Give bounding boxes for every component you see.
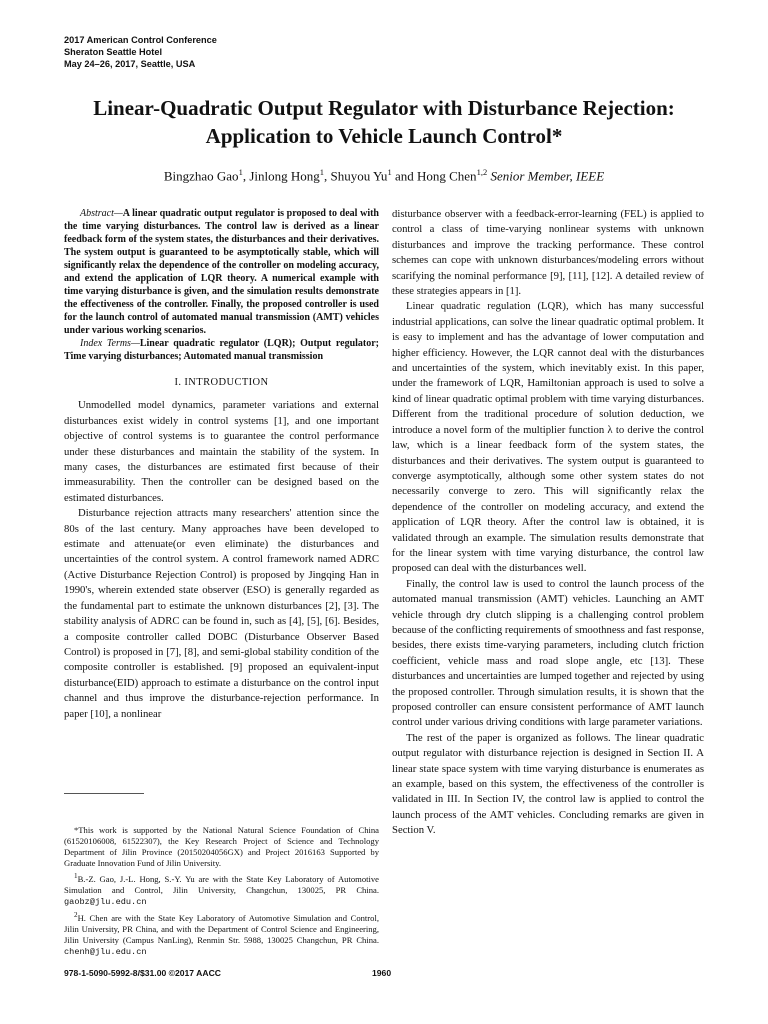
author-name: Jinlong Hong xyxy=(249,168,320,184)
conference-name: 2017 American Control Conference xyxy=(64,35,217,45)
body-paragraph: The rest of the paper is organized as follows. The linear quadratic output regulator with disturbance rejection is designed in Section II. A linear state space system with time varying disturbance is enumerates as an example, based on this system, the effectiveness of the controller is validated in III. In Section IV, the control law is applied to control the launch process of the AMT vehicles. Concluding remarks are given in Section V. xyxy=(392,731,704,837)
body-paragraph: Finally, the control law is used to control the launch process of the automated manual transmission (AMT) vehicles. Launching an AMT vehicle through dry clutch slipping is a challenging control problem because of the conflicting requirements of smoothness and fast response, besides, there exists time-varying parameters, including clutch friction coefficient, vehicle mass and road slope angle, etc [13]. These disturbances and uncertainties are lumped together and rejected by using the proposed controller. Through simulation results, it is shown that the proposed controller can ensure consistent performance of AMT launch control under various driving conditions with large parameter variations. xyxy=(392,577,704,729)
affiliation-footnote: $^1$B.-Z. Gao, J.-L. Hong, S.-Y. Yu are with the State Key Laboratory of Automotive Simulation and Control, Jilin University, Changchun, 130025, PR China. gaobz@jlu.edu.cn xyxy=(64,872,379,907)
author-name: Hong Chen xyxy=(416,168,477,184)
author-email: gaobz@jlu.edu.cn xyxy=(64,896,147,907)
author-name: Shuyou Yu xyxy=(330,168,388,184)
index-terms-label: Index Terms— xyxy=(80,338,140,349)
title-line-1: Linear-Quadratic Output Regulator with Disturbance Rejection: xyxy=(93,96,675,120)
isbn-copyright: 978-1-5090-5992-8/$31.00 ©2017 AACC xyxy=(64,968,221,978)
body-paragraph: Linear quadratic regulation (LQR), which has many successful industrial applications, can solve the linear quadratic optimal problem. It is easy to implement and has the advantage of lower computation and higher efficiency. However, the LQR cannot deal with the disturbances and uncertainties of the system, which inevitably exist. In this paper, under the framework of LQR, Hamiltonian approach is used to solve a kind of linear quadratic optimal problem with time varying disturbances. Different from the traditional procedure of solution deduction, we introduce a novel form of the multiplier function λ to derive the control law, which is a linear feedback form of the system states, the disturbances and their derivatives. The system output is guaranteed to converge asymptotically, although some other system states do not necessarily converge to zero. This will significantly relax the dependence of the controller on modeling accuracy, and extend the application of LQR theory. After the control law is obtained, it is validated through an example. The simulation results demonstrate that for the linear system with time varying disturbance, the control law proposed can deal with the disturbances well. xyxy=(392,300,704,575)
author-affiliation-mark: 1 xyxy=(238,167,243,177)
author-membership: Senior Member, IEEE xyxy=(490,168,605,184)
body-paragraph: Unmodelled model dynamics, parameter variations and external disturbances exist widely in control systems [1], and one important objective of control systems is to guarantee the control performance under these disturbances and maintain the stability of the system. In many cases, the disturbances are estimated first because of their immeasurability. Then the controller can be designed based on the estimated disturbances. xyxy=(64,399,379,504)
author-affiliation-mark: 1,2 xyxy=(476,167,488,177)
conference-dates: May 24–26, 2017, Seattle, USA xyxy=(64,59,196,69)
section-heading: I. INTRODUCTION xyxy=(174,377,269,388)
author-affiliation-mark: 1 xyxy=(319,167,324,177)
funding-footnote: *This work is supported by the National Natural Science Foundation of China (61520106008, 61522307), the Key Research Project of Science and Technology Department of Jilin Province (20150204056GX) and Project 2016163 Supported by Graduate Innovation Fund of Jilin University. xyxy=(64,825,379,868)
author-list: Bingzhao Gao$^1$, Jinlong Hong$^1$, Shuyou Yu$^1$ and Hong Chen$^{1,2}$ Senior Member, IEEE xyxy=(163,167,605,184)
conference-header xyxy=(64,34,217,70)
affiliation-footnote: $^2$H. Chen are with the State Key Laboratory of Automotive Simulation and Control, Jilin University, PR China, and with the Department of Control Science and Engineering, Jilin University (Campus NanLing), Renmin Str. 5988, 130025 Changchun, PR China. chenh@jlu.edu.cn xyxy=(64,910,379,957)
author-affiliation-mark: 1 xyxy=(387,167,392,177)
index-terms-text: Linear quadratic regulator (LQR); Output regulator; Time varying disturbances; Automated manual transmission xyxy=(64,338,380,362)
abstract-text: A linear quadratic output regulator is proposed to deal with the time varying disturbances. The control law is derived as a linear feedback form of the system states, the disturbances and their derivatives. The system output is guaranteed to be asymptotically stable, which will significantly relax the dependence of the controller on modeling accuracy, and extend the application of LQR theory. A numerical example with time varying disturbance is given, and the simulation results demonstrate the effectiveness of the controller. Finally, the proposed controller is used for the launch control of automated manual transmission (AMT) vehicles under various working scenarios. xyxy=(64,208,379,336)
conference-venue: Sheraton Seattle Hotel xyxy=(64,47,163,57)
index-terms xyxy=(64,337,379,363)
footnotes xyxy=(64,825,379,960)
left-column xyxy=(64,207,379,722)
body-paragraph: Disturbance rejection attracts many researchers' attention since the 80s of the last century. Many approaches have been developed to estimate and attenuate(or even eliminate) the disturbances and uncertainties of the control system. A control framework named ADRC (Active Disturbance Rejection Control) is proposed by Jingqing Han in 1990's, wherein extended state observer (ESO) is generally regarded as the fundamental part to estimate the unknown disturbances [2], [3]. The stability analysis of ADRC can be found in, such as [4], [5], [6]. Besides, a composite controller called DOBC (Disturbance Observer Based Control) is proposed in [7], [8], and semi-global stability condition of the composite controller is established. [9] proposed an equivalent-input disturbance(EID) approach to estimate a disturbance on the control input channel and thus improve the disturbance-rejection performance. In paper [10], a nonlinear xyxy=(64,507,379,720)
right-column xyxy=(392,207,704,839)
paper-title xyxy=(40,94,728,150)
author-name: Bingzhao Gao xyxy=(163,168,239,184)
abstract xyxy=(64,207,379,337)
abstract-label: Abstract— xyxy=(80,208,123,219)
page-number: 1960 xyxy=(372,968,392,978)
footnote-divider xyxy=(64,793,144,794)
author-email: chenh@jlu.edu.cn xyxy=(64,946,147,957)
body-paragraph: disturbance observer with a feedback-error-learning (FEL) is applied to control a class of time-varying nonlinear systems with unknown disturbances and improve the tracking performance. These control schemes can cope with unknown disturbances/modeling errors without scarifying the nominal performance [9], [11], [12]. A detailed review of these strategies appears in [1]. xyxy=(392,208,704,298)
title-line-2: Application to Vehicle Launch Control* xyxy=(205,124,563,148)
